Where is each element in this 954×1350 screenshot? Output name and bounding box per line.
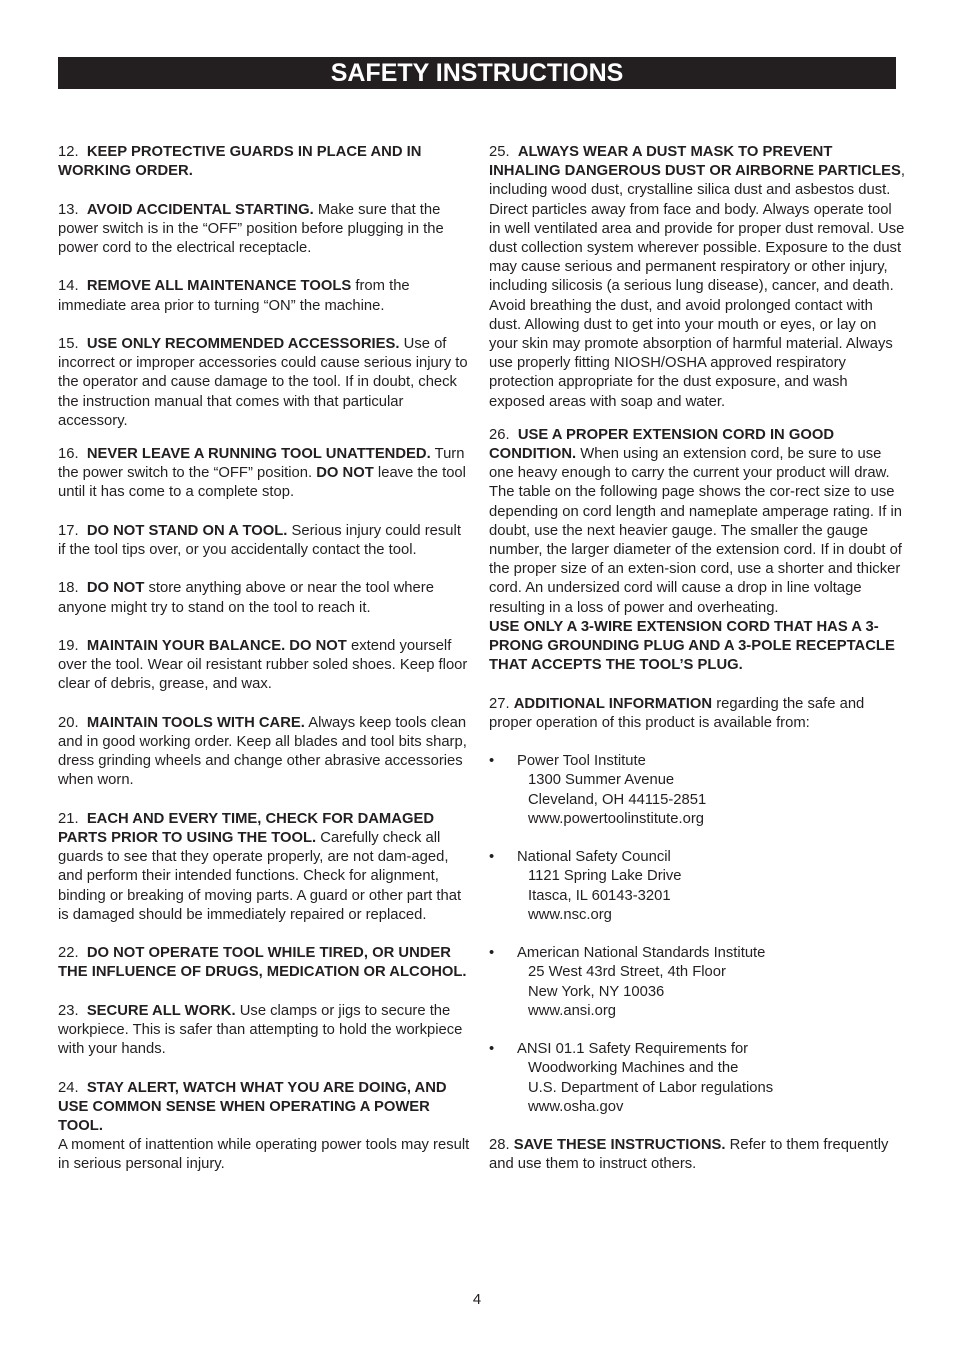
source-website: www.nsc.org — [528, 906, 612, 923]
source-address-line: 1300 Summer Avenue — [528, 772, 675, 789]
instruction-20: 20. MAINTAIN TOOLS WITH CARE. Always keep tools clean and in good working order. Keep all blades and tool bits sharp, dress grinding wheels and change other abrasive accessories when worn. — [58, 714, 467, 789]
instruction-25: 25. ALWAYS WEAR A DUST MASK TO PREVENT INHALING DANGEROUS DUST OR AIRBORNE PARTICLES, including wood dust, crystalline silica dust and asbestos dust. Direct particles away from face and body. Always operate tool in well ventilated area and provide for proper dust removal. Use dust collection system wherever possible. Exposure to the dust may cause serious and permanent respiratory or other injury, including silicosis (a serious lung disease), cancer, and death. Avoid breathing the dust, and avoid prolonged contact with dust. Allowing dust to get into your mouth or eyes, or lay on your skin may promote absorption of harmful material. Always use properly fitting NIOSH/OSHA approved respiratory protection appropriate for the dust exposure, and wash exposed areas with soap and water. — [489, 144, 905, 410]
instruction-12: 12. KEEP PROTECTIVE GUARDS IN PLACE AND IN WORKING ORDER. — [58, 144, 422, 180]
instruction-27: 27. ADDITIONAL INFORMATION regarding the safe and proper operation of this product is available from: — [489, 695, 865, 731]
source-address-line: U.S. Department of Labor regulations — [528, 1079, 774, 1096]
instruction-14: 14. REMOVE ALL MAINTENANCE TOOLS from the immediate area prior to turning “ON” the machine. — [58, 278, 410, 314]
instruction-15: 15. USE ONLY RECOMMENDED ACCESSORIES. Use of incorrect or improper accessories could cause serious injury to the operator and cause damage to the tool. If in doubt, check the instruction manual that comes with that particular accessory. — [58, 335, 468, 429]
bullet-icon: • — [489, 1041, 495, 1058]
source-name: American National Standards Institute — [517, 945, 766, 962]
source-address-line: 1121 Spring Lake Drive — [528, 868, 682, 885]
source-website: www.osha.gov — [528, 1098, 624, 1115]
instruction-13: 13. AVOID ACCIDENTAL STARTING. Make sure that the power switch is in the “OFF” position before plugging in the power cord to the electrical receptacle. — [58, 201, 444, 256]
right-column — [489, 143, 907, 1175]
source-address-line: Itasca, IL 60143-3201 — [528, 887, 671, 904]
source-ansi — [489, 944, 907, 1021]
bullet-icon: • — [489, 753, 495, 770]
instruction-23: 23. SECURE ALL WORK. Use clamps or jigs to secure the workpiece. This is safer than attempting to hold the workpiece with your hands. — [58, 1002, 463, 1058]
section-title: SAFETY INSTRUCTIONS — [330, 59, 624, 87]
instruction-17: 17. DO NOT STAND ON A TOOL. Serious injury could result if the tool tips over, or you accidentally contact the tool. — [58, 522, 461, 558]
source-name: Power Tool Institute — [517, 753, 646, 770]
instruction-19: 19. MAINTAIN YOUR BALANCE. DO NOT extend yourself over the tool. Wear oil resistant rubber soled shoes. Keep floor clear of debris, grease, and wax. — [58, 637, 468, 693]
page-number: 4 — [472, 1292, 482, 1308]
source-power-tool-institute — [489, 752, 907, 829]
source-address-line: Cleveland, OH 44115-2851 — [528, 791, 707, 808]
instruction-26-warning: USE ONLY A 3-WIRE EXTENSION CORD THAT HAS A 3-PRONG GROUNDING PLUG AND A 3-POLE RECEPTACLE THAT ACCEPTS THE TOOL’S PLUG. — [489, 618, 895, 674]
source-ansi-01-1 — [489, 1040, 907, 1117]
instruction-21: 21. EACH AND EVERY TIME, CHECK FOR DAMAGED PARTS PRIOR TO USING THE TOOL. Carefully check all guards to see that they operate properly, are not dam-aged, and perform their intended functions. Check for alignment, binding or breaking of moving parts. A guard or other part that is damaged should be immediately repaired or replaced. — [58, 810, 462, 923]
instruction-22: 22. DO NOT OPERATE TOOL WHILE TIRED, OR UNDER THE INFLUENCE OF DRUGS, MEDICATION OR ALCOHOL. — [58, 945, 467, 981]
source-address-line: Woodworking Machines and the — [528, 1060, 739, 1077]
bullet-icon: • — [489, 945, 495, 962]
source-website: www.ansi.org — [528, 1002, 616, 1019]
bullet-icon: • — [489, 849, 495, 866]
section-title-bar — [58, 57, 896, 89]
instruction-16: 16. NEVER LEAVE A RUNNING TOOL UNATTENDED. Turn the power switch to the “OFF” position. DO NOT leave the tool until it has come to a complete stop. — [58, 446, 466, 501]
instruction-18: 18. DO NOT store anything above or near the tool where anyone might try to stand on the tool to reach it. — [58, 580, 434, 616]
left-column — [58, 143, 470, 1175]
source-website: www.powertoolinstitute.org — [528, 810, 705, 827]
instruction-26: 26. USE A PROPER EXTENSION CORD IN GOOD CONDITION. When using an extension cord, be sure to use one heavy enough to carry the current your product will draw. The table on the following page shows the cor-rect size to use depending on cord length and nameplate amperage rating. If in doubt, use the next heavier gauge. The smaller the gauge number, the larger diameter of the extension cord. If in doubt of the proper size of an exten-sion cord, use a shorter and thicker cord. An undersized cord will cause a drop in line voltage resulting in a loss of power and overheating. — [489, 426, 902, 616]
source-address-line: 25 West 43rd Street, 4th Floor — [528, 964, 726, 981]
source-name: National Safety Council — [517, 849, 671, 866]
instruction-28: 28. SAVE THESE INSTRUCTIONS. Refer to them frequently and use them to instruct others. — [489, 1137, 889, 1173]
instruction-24: 24. STAY ALERT, WATCH WHAT YOU ARE DOING, AND USE COMMON SENSE WHEN OPERATING A POWER TOOL. A moment of inattention while operating power tools may result in serious personal injury. — [58, 1079, 470, 1173]
source-national-safety-council — [489, 848, 907, 925]
source-address-line: New York, NY 10036 — [528, 983, 665, 1000]
source-name: ANSI 01.1 Safety Requirements for — [517, 1041, 749, 1058]
